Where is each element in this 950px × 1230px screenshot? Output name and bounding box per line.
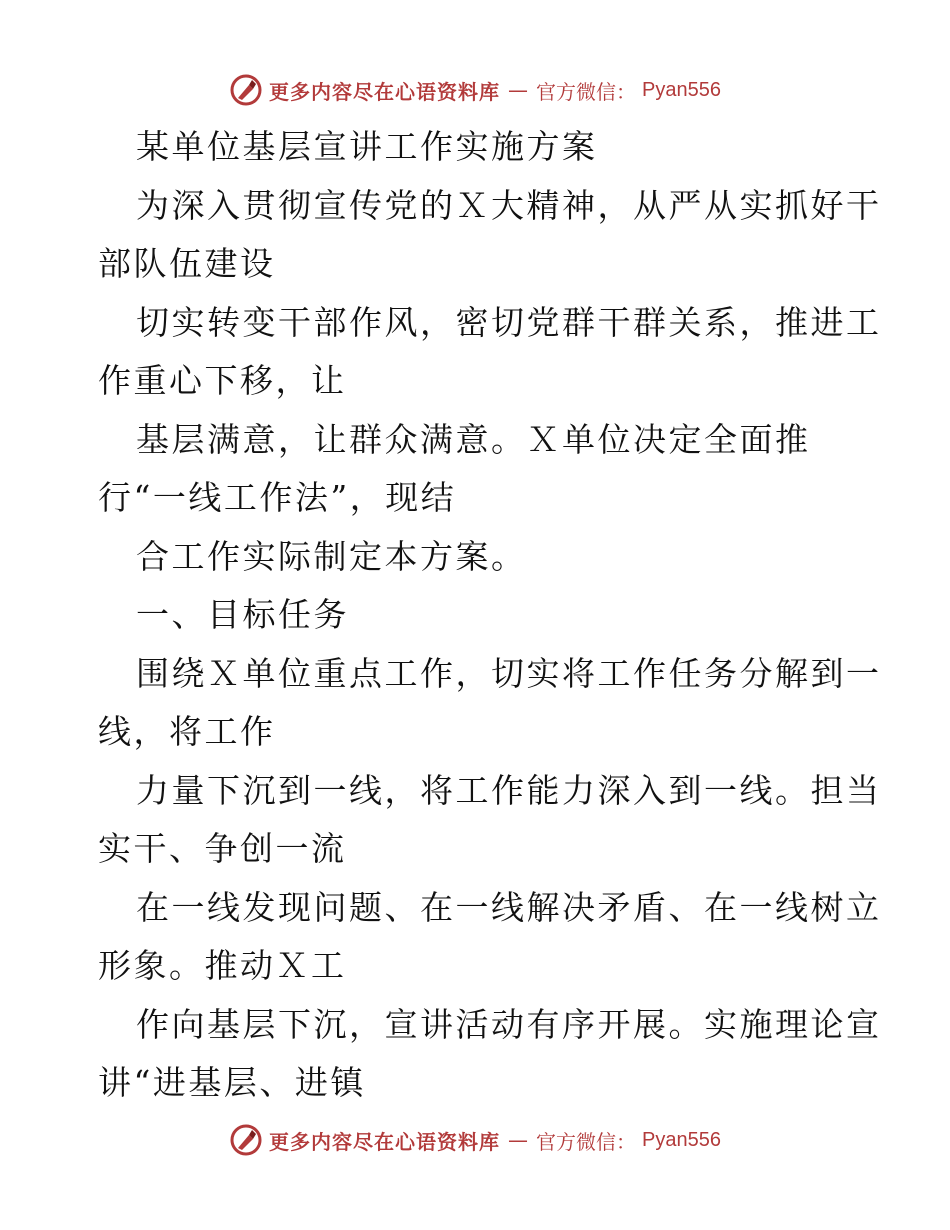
doc-line: 围绕Ｘ单位重点工作，切实将工作任务分解到一 <box>136 653 882 693</box>
doc-line: 作重心下移，让 <box>98 361 347 400</box>
doc-line: 讲“进基层、进镇 <box>98 1063 366 1102</box>
banner-title: 更多内容尽在心语资料库 <box>269 1129 501 1154</box>
header-banner-inner <box>229 73 721 107</box>
banner-dash: — <box>508 78 529 102</box>
banner-dash: — <box>508 1128 529 1152</box>
banner-wechat-id: Pyan556 <box>642 1128 721 1151</box>
pen-logo-icon <box>229 73 263 107</box>
section-heading: 一、目标任务 <box>136 595 349 634</box>
banner-wechat-label: 官方微信： <box>536 79 637 104</box>
doc-line: 部队伍建设 <box>98 244 276 283</box>
banner-wechat-label: 官方微信： <box>536 1129 637 1154</box>
footer-banner <box>0 1120 950 1160</box>
footer-banner-inner <box>229 1123 721 1157</box>
doc-line: 形象。推动Ｘ工 <box>98 946 347 985</box>
header-banner <box>0 70 950 110</box>
doc-line: 在一线发现问题、在一线解决矛盾、在一线树立 <box>136 887 882 927</box>
doc-line: 线，将工作 <box>98 712 276 751</box>
document-body <box>98 118 882 1113</box>
doc-line: 实干、争创一流 <box>98 829 347 868</box>
doc-line: 基层满意，让群众满意。Ｘ单位决定全面推 <box>136 419 811 459</box>
doc-line: 行“一线工作法”，现结 <box>98 478 457 517</box>
doc-title: 某单位基层宣讲工作实施方案 <box>136 127 598 166</box>
doc-line: 合工作实际制定本方案。 <box>136 536 527 576</box>
doc-line: 为深入贯彻宣传党的Ｘ大精神，从严从实抓好干 <box>136 185 882 225</box>
pen-logo-icon <box>229 1123 263 1157</box>
doc-line: 切实转变干部作风，密切党群干群关系，推进工 <box>136 302 882 342</box>
banner-wechat-id: Pyan556 <box>642 78 721 101</box>
doc-line: 力量下沉到一线，将工作能力深入到一线。担当 <box>136 770 882 810</box>
doc-line: 作向基层下沉，宣讲活动有序开展。实施理论宣 <box>136 1004 882 1044</box>
banner-title: 更多内容尽在心语资料库 <box>269 79 501 104</box>
